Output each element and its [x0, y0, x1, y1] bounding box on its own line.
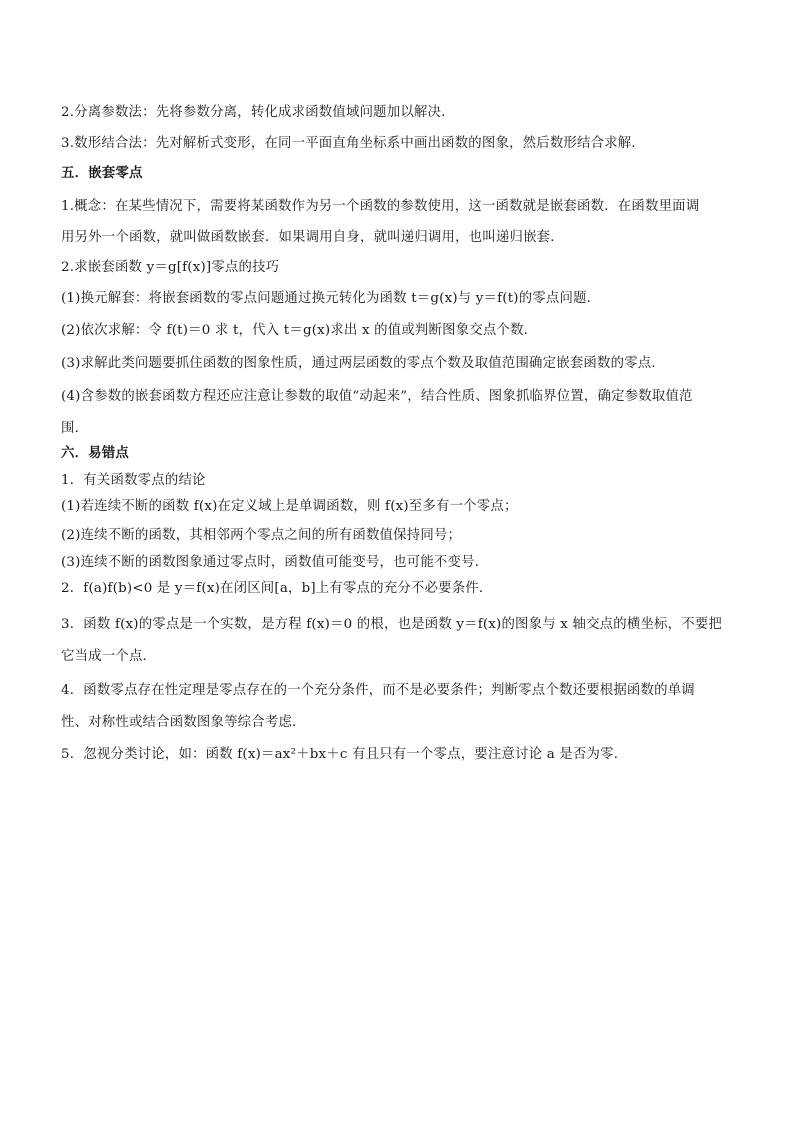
text-line: 它当成一个点．	[61, 649, 157, 664]
text-line: 1．有关函数零点的结论	[61, 473, 206, 488]
text-line: (2)连续不断的函数，其相邻两个零点之间的所有函数值保持同号；	[61, 528, 462, 543]
text-line: (2)依次求解：令 f(t)＝0 求 t，代入 t＝g(x)求出 x 的值或判断图象交点个数．	[61, 323, 538, 338]
text-line: 3.数形结合法：先对解析式变形，在同一平面直角坐标系中画出函数的图象，然后数形结合求解．	[61, 136, 645, 151]
text-line: (3)连续不断的函数图象通过零点时，函数值可能变号，也可能不变号．	[61, 555, 489, 570]
text-line: 2．f(a)f(b)<0 是 y＝f(x)在闭区间[a，b]上有零点的充分不必要条件．	[61, 581, 493, 596]
section-heading: 六．易错点	[61, 446, 129, 461]
text-line: 性、对称性或结合函数图象等综合考虑．	[61, 715, 306, 730]
text-line: (1)换元解套：将嵌套函数的零点问题通过换元转化为函数 t＝g(x)与 y＝f(t)的零点问题．	[61, 291, 601, 306]
text-line: 2.分离参数法：先将参数分离，转化成求函数值域问题加以解决．	[61, 105, 455, 120]
text-line: (4)含参数的嵌套函数方程还应注意让参数的取值“动起来”，结合性质、图象抓临界位置，确定参数取值范	[61, 389, 693, 404]
text-line: (1)若连续不断的函数 f(x)在定义域上是单调函数，则 f(x)至多有一个零点；	[61, 499, 518, 514]
text-line: 用另外一个函数，就叫做函数嵌套．如果调用自身，就叫递归调用，也叫递归嵌套．	[61, 230, 564, 245]
text-line: 3．函数 f(x)的零点是一个实数，是方程 f(x)＝0 的根，也是函数 y＝f(x)的图象与 x 轴交点的横坐标，不要把	[61, 617, 722, 632]
text-line: 4．函数零点存在性定理是零点存在的一个充分条件，而不是必要条件；判断零点个数还要根据函数的单调	[61, 683, 695, 698]
text-line: 1.概念：在某些情况下，需要将某函数作为另一个函数的参数使用，这一函数就是嵌套函数．在函数里面调	[61, 199, 700, 214]
text-line: 2.求嵌套函数 y＝g[f(x)]零点的技巧	[61, 260, 280, 275]
section-heading: 五．嵌套零点	[61, 166, 143, 181]
text-line: 围．	[61, 421, 89, 436]
text-line: (3)求解此类问题要抓住函数的图象性质，通过两层函数的零点个数及取值范围确定嵌套函数的零点．	[61, 356, 665, 371]
text-line: 5．忽视分类讨论，如：函数 f(x)＝ax²＋bx＋c 有且只有一个零点，要注意讨论 a 是否为零．	[61, 747, 628, 762]
